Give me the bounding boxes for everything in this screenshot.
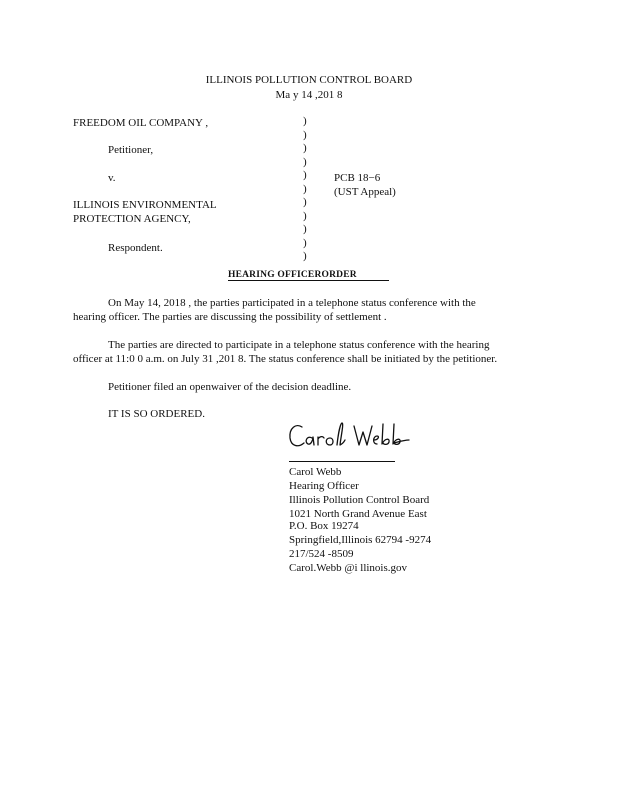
signature-line: [289, 461, 395, 462]
address-line1: 1021 North Grand Avenue East: [289, 508, 427, 520]
respondent-role: Respondent.: [108, 242, 163, 254]
signer-name: Carol Webb: [289, 466, 342, 478]
para4: IT IS SO ORDERED.: [108, 408, 205, 420]
order-title: HEARING OFFICERORDER: [228, 270, 357, 280]
handwritten-signature: [286, 418, 416, 458]
para3: Petitioner filed an openwaiver of the decision deadline.: [108, 381, 352, 393]
order-title-underline: [228, 280, 389, 281]
email-address[interactable]: Carol.Webb @i llinois.gov: [289, 562, 408, 574]
address-city: Springfield,Illinois 62794 -9274: [289, 534, 432, 546]
signer-title: Hearing Officer: [289, 480, 359, 492]
board-name: ILLINOIS POLLUTION CONTROL BOARD: [205, 74, 413, 86]
petitioner-role: Petitioner,: [108, 144, 154, 156]
versus: v.: [108, 172, 116, 184]
para2-line2: officer at 11:0 0 a.m. on July 31 ,201 8. The status conference shall be initiated by the petitioner.: [73, 353, 498, 365]
case-number: PCB 18−6: [334, 172, 381, 184]
para1-line2: hearing officer. The parties are discussing the possibility of settlement .: [73, 311, 387, 323]
address-line2: P.O. Box 19274: [289, 520, 359, 532]
order-date: Ma y 14 ,201 8: [275, 89, 343, 101]
petitioner-name: FREEDOM OIL COMPANY ,: [73, 117, 209, 129]
para1-line1: On May 14, 2018 , the parties participated in a telephone status conference with the: [108, 297, 476, 309]
case-type: (UST Appeal): [334, 186, 396, 198]
phone-number: 217/524 -8509: [289, 548, 354, 560]
caption-parentheses: ) ) ) ) ) ) ) ) ) ) ): [303, 115, 307, 262]
respondent-name-line1: ILLINOIS ENVIRONMENTAL: [73, 199, 217, 211]
signer-organization: Illinois Pollution Control Board: [289, 494, 430, 506]
para2-line1: The parties are directed to participate in a telephone status conference with the hearing: [108, 339, 490, 351]
respondent-name-line2: PROTECTION AGENCY,: [73, 213, 191, 225]
